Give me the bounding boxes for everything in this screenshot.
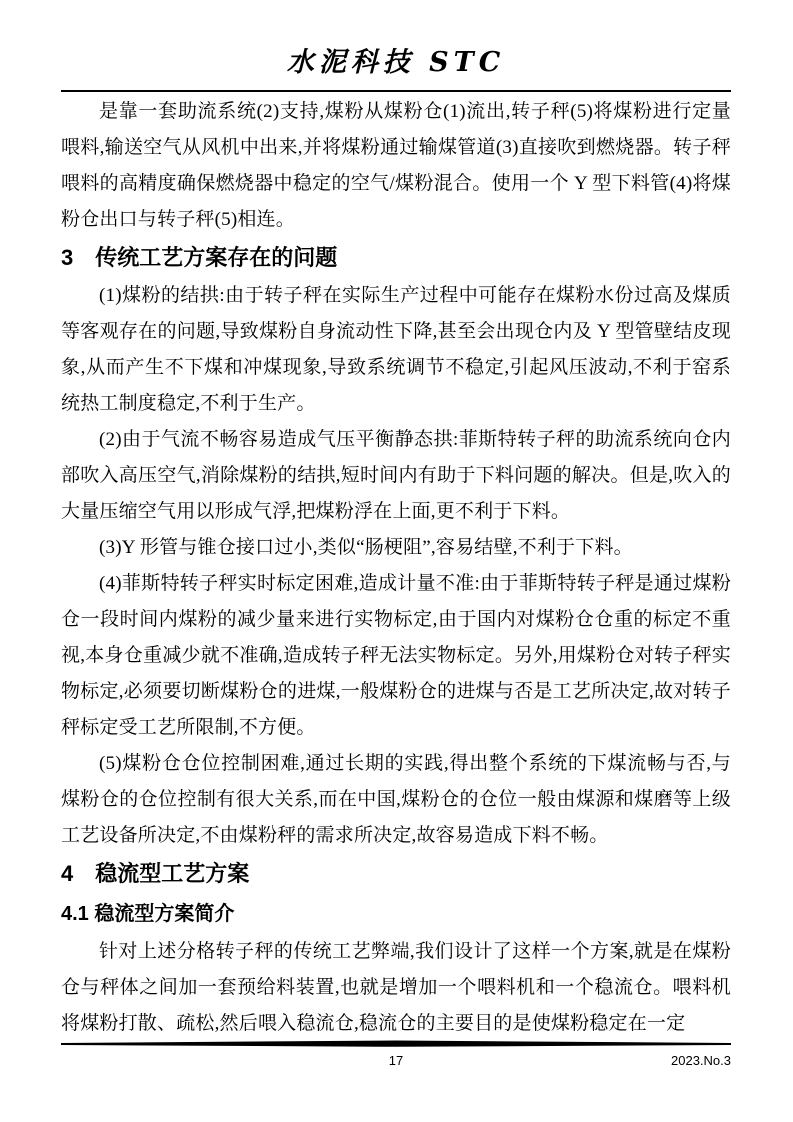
intro-paragraph: 是靠一套助流系统(2)支持,煤粉从煤粉仓(1)流出,转子秤(5)将煤粉进行定量喂料,输送空气从风机中出来,并将煤粉通过输煤管道(3)直接吹到燃烧器。转子秤喂料的高精度确保燃烧器中稳定的空气/煤粉混合。使用一个 Y 型下料管(4)将煤粉仓出口与转子秤(5)相连。 <box>61 101 731 230</box>
problem-3-paragraph: (3)Y 形管与锥仓接口过小,类似“肠梗阻”,容易结壁,不利于下料。 <box>99 537 633 558</box>
document-header <box>61 46 731 92</box>
issue-number: 2023.No.3 <box>671 1053 731 1068</box>
document-footer <box>61 1050 731 1074</box>
solution-intro-paragraph: 针对上述分格转子秤的传统工艺弊端,我们设计了这样一个方案,就是在煤粉仓与秤体之间加一套预给料装置,也就是增加一个喂料机和一个稳流仓。喂料机将煤粉打散、疏松,然后喂入稳流仓,稳流仓的主要目的是使煤粉稳定在一定 <box>61 941 731 1034</box>
problem-5-paragraph: (5)煤粉仓仓位控制困难,通过长期的实践,得出整个系统的下煤流畅与否,与煤粉仓的仓位控制有很大关系,而在中国,煤粉仓的仓位一般由煤源和煤磨等上级工艺设备所决定,不由煤粉秤的需求所决定,故容易造成下料不畅。 <box>61 753 731 846</box>
page-number: 17 <box>388 1053 404 1068</box>
header-rule <box>61 90 731 92</box>
problem-2-paragraph: (2)由于气流不畅容易造成气压平衡静态拱:菲斯特转子秤的助流系统向仓内部吹入高压空气,消除煤粉的结拱,短时间内有助于下料问题的解决。但是,吹入的大量压缩空气用以形成气浮,把煤粉浮在上面,更不利于下料。 <box>61 429 731 522</box>
problem-1-paragraph: (1)煤粉的结拱:由于转子秤在实际生产过程中可能存在煤粉水份过高及煤质等客观存在的问题,导致煤粉自身流动性下降,甚至会出现仓内及 Y 型管壁结皮现象,从而产生不下煤和冲煤现象,导致系统调节不稳定,引起风压波动,不利于窑系统热工制度稳定,不利于生产。 <box>61 285 731 414</box>
section-4-1-heading: 4.1 稳流型方案简介 <box>61 903 235 925</box>
problem-4-paragraph: (4)菲斯特转子秤实时标定困难,造成计量不准:由于菲斯特转子秤是通过煤粉仓一段时间内煤粉的减少量来进行实物标定,由于国内对煤粉仓仓重的标定不重视,本身仓重减少就不准确,造成转子秤无法实物标定。另外,用煤粉仓对转子秤实物标定,必须要切断煤粉仓的进煤,一般煤粉仓的进煤与否是工艺所决定,故对转子秤标定受工艺所限制,不方便。 <box>61 573 731 738</box>
footer-rule <box>61 1040 731 1048</box>
document-body <box>61 94 731 1042</box>
section-3-heading: 3 传统工艺方案存在的问题 <box>61 245 338 270</box>
journal-title: 水泥科技 STC <box>286 47 506 78</box>
section-4-heading: 4 稳流型工艺方案 <box>61 861 250 886</box>
